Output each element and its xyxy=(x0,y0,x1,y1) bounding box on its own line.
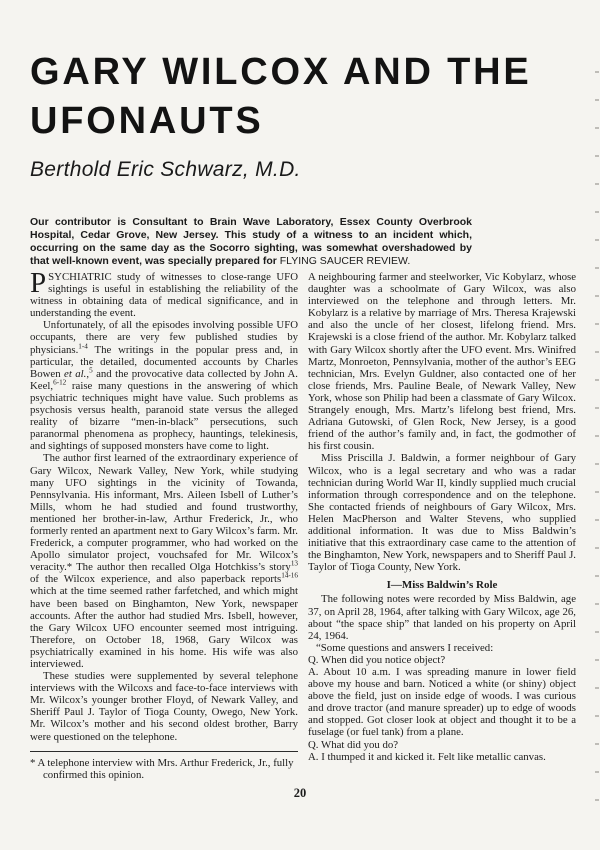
paragraph-published-studies: Unfortunately, of all the episodes involving possible UFO occupants, there are very few published studies by physicians.$^{1-4}$ The writings in the popular press and, in particular, the detailed, documented accounts by Charles Bowen et al.,$^5$ and the provocative data collected by John A. Keel,$^{6-12}$ raise many questions in the answering of which psychiatric techniques might have value. Such problems as psychosis versus health, paranoid state versus the alleged reality of bizarre “men-in-black” persecutions, such paranormal phenomena as prophecy, hauntings, telekinesis, and sightings of supposed monsters have come to light. xyxy=(30,319,298,453)
paragraph-psychiatric-study: PSYCHIATRIC study of witnesses to close-range UFO sightings is useful in establishing the reliability of the witness in obtaining data of medical significance, and in understanding the event. xyxy=(30,267,298,320)
section-heading-baldwins-role: I—Miss Baldwin’s Role xyxy=(386,579,498,592)
left-column xyxy=(30,267,298,782)
paragraph-supplementary-interviews: These studies were supplemented by several telephone interviews with the Wilcoxs and face-to-face interviews with Mr. Wilcox’s younger brother Floyd, of Newark Valley, and Sheriff Paul J. Taylor of Tioga County, Owego, New York. Mr. Wilcox’s mother and his second oldest brother, Barry were questioned on the telephone. xyxy=(30,670,298,743)
article-body xyxy=(30,267,576,782)
scan-artifact-strip xyxy=(595,45,599,810)
paragraph-baldwin-notes: The following notes were recorded by Miss Baldwin, age 37, on April 28, 1964, after talking with Gary Wilcox, age 26, about “the space ship” that landed on his property on April 24, 1964. xyxy=(308,593,576,642)
footnote-divider xyxy=(30,751,298,752)
paragraph-baldwin-intro: Miss Priscilla J. Baldwin, a former neighbour of Gary Wilcox, who is a legal secretary and who was a radar technician during World War II, kindly supplied much crucial information through correspondence and on the telephone. She contacted friends of neighbours of Gary Wilcox, Mrs. Helen MacPherson and Walter Stevens, who supplied additional information. It was due to Miss Baldwin’s initiative that this extraordinary case came to the attention of the Binghamton, New York, newspapers and to Sheriff Paul J. Taylor of Tioga County, New York. xyxy=(308,452,576,574)
paragraph-author-learned: The author first learned of the extraordinary experience of Gary Wilcox, Newark Valley, New York, while studying many UFO sightings in the vicinity of Towanda, Pennsylvania. His informant, Mrs. Aileen Isbell of Luther’s Mills, whom he had studied and found trustworthy, mentioned her brother-in-law, Arthur Frederick, Jr., who formerly rented an apartment next to Gary Wilcox’s farm. Mr. Frederick, a computer programmer, who had worked on the Apollo simulator project, vouchsafed for Mr. Wilcox’s veracity.* The author then recalled Olga Hotchkiss’s story$^{13}$ of the Wilcox experience, and also paperback reports$^{14-16}$ which at the time seemed rather farfetched, and which might have been based on Binghamton, New York, newspaper accounts. After the author had studied Mrs. Isbell, however, the Gary Wilcox UFO encounter seemed most intriguing. Therefore, on October 18, 1968, Gary Wilcox was psychiatrically examined in his home. His wife was also interviewed. xyxy=(30,452,298,670)
paragraph-kobylarz: A neighbouring farmer and steelworker, Vic Kobylarz, whose daughter was a schoolmate of Gary Wilcox, was also interviewed on the telephone and through letters. Mr. Kobylarz is a relative by marriage of Mrs. Theresa Krajewski and also the uncle of her closest, lifelong friend. Mrs. Krajewski is a close friend of the author. Mr. Kobylarz talked with Gary Wilcox shortly after the UFO event. Mrs. Winifred Martz, Monroeton, Pennsylvania, mother of the author’s EEG technician, Mrs. Evelyn Guldner, also contacted one of her close friends, Mrs. Pauline Beale, of Newark Valley, New York, whose son Philip had been a classmate of Gary Wilcox. Strangely enough, Mrs. Martz’s lifelong best friend, Mrs. Adriana Gutowski, of Glen Rock, New Jersey, is a good friend of the author’s family and, in fact, the godmother of his first cousin. xyxy=(308,271,576,453)
footnote: * A telephone interview with Mrs. Arthur Frederick, Jr., fully confirmed this opinion. xyxy=(30,756,294,782)
page-number: 20 xyxy=(293,786,307,800)
standfirst: Our contributor is Consultant to Brain Wave Laboratory, Essex County Overbrook Hospital, Cedar Grove, New Jersey. This study of a witness to an incident which, occurring on the same day as the Socorro sighting, was somewhat overshadowed by that well-known event, was specially prepared for FLYING SAUCER REVIEW. xyxy=(30,215,472,267)
right-column xyxy=(308,271,576,782)
question-notice-object: Q. When did you notice object? xyxy=(308,653,446,666)
paragraph-questions-intro: “Some questions and answers I received: xyxy=(316,641,494,654)
answer-notice-object: A. About 10 a.m. I was spreading manure in lower field above my house and barn. Noticed a white (or shiny) object above the field, just on inside edge of woods. I was curious and drove tractor (and manure spreader) up to edge of woods and stopped. Got closer look at object and thought it to be a fuselage (or fuel tank) from a plane. xyxy=(308,666,576,739)
question-what-did-you-do: Q. What did you do? xyxy=(308,738,399,751)
article-title: GARY WILCOX AND THE UFONAUTS xyxy=(30,51,532,142)
answer-what-did-you-do: A. I thumped it and kicked it. Felt like metallic canvas. xyxy=(308,750,546,763)
article-author: Berthold Eric Schwarz, M.D. xyxy=(30,158,301,181)
